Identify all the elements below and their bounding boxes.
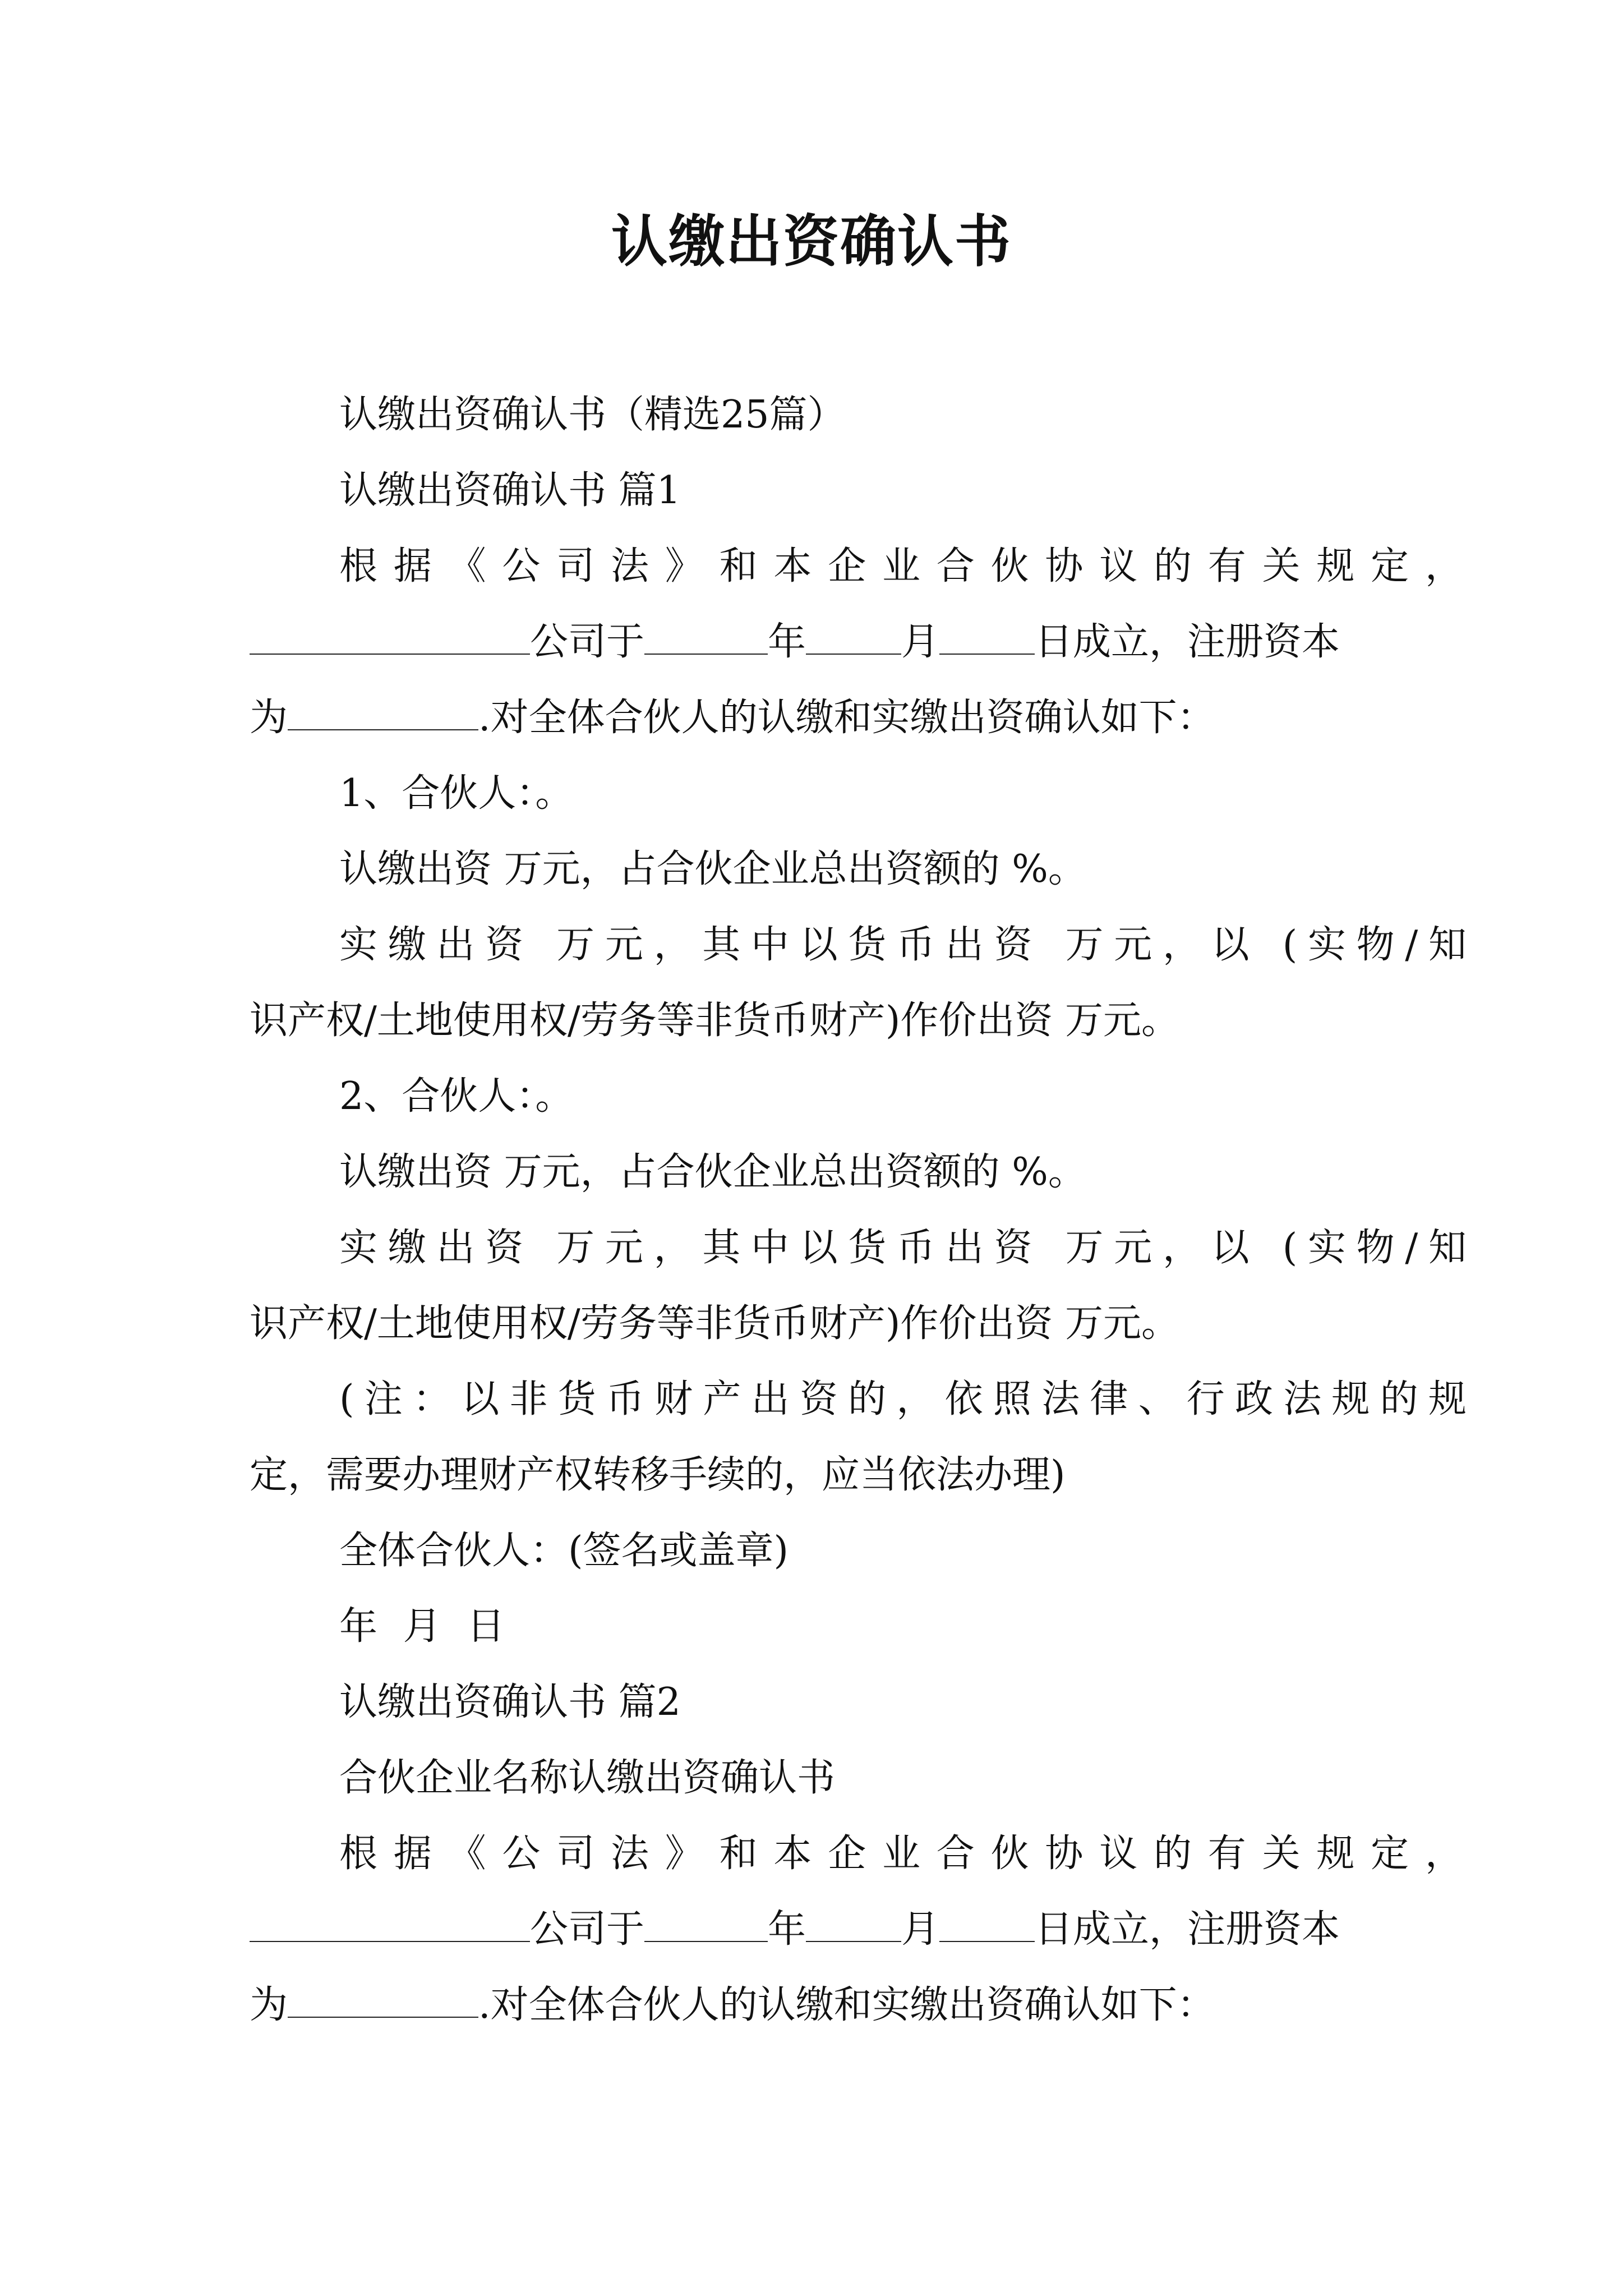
month-blank[interactable] (806, 620, 901, 655)
part1-intro-line3 (250, 690, 1377, 746)
year-label: 年 (768, 620, 806, 664)
capital-suffix: .对全体合伙人的认缴和实缴出资确认如下： (478, 696, 1215, 740)
company-name-blank[interactable] (250, 1907, 530, 1942)
capital-blank[interactable] (288, 1983, 478, 2018)
part2-intro-line3 (250, 1977, 1377, 2033)
part2-name-line: 合伙企业名称认缴出资确认书 (339, 1756, 836, 1800)
capital-prefix: 为 (250, 1983, 288, 2027)
partner1-subscribed: 认缴出资 万元，占合伙企业总出资额的 %。 (339, 847, 1086, 891)
signature-line: 全体合伙人：(签名或盖章) (339, 1529, 789, 1573)
day-label: 日成立，注册资本 (1035, 620, 1340, 664)
partner1-paid-line1: 实缴出资 万元，其中以货币出资 万元，以 (实物/知 (339, 923, 1467, 967)
month-blank[interactable] (806, 1907, 901, 1942)
partner2-label: 2、合伙人：。 (339, 1074, 574, 1119)
company-suffix: 公司于 (530, 1907, 645, 1952)
year-label: 年 (768, 1907, 806, 1952)
year-blank[interactable] (644, 1907, 768, 1942)
day-blank[interactable] (939, 1907, 1035, 1942)
capital-suffix: .对全体合伙人的认缴和实缴出资确认如下： (478, 1983, 1215, 2027)
partner2-paid-line1: 实缴出资 万元，其中以货币出资 万元，以 (实物/知 (339, 1226, 1467, 1270)
day-blank[interactable] (939, 620, 1035, 655)
month-label: 月 (901, 1907, 940, 1952)
year-blank[interactable] (644, 620, 768, 655)
day-label: 日成立，注册资本 (1035, 1907, 1340, 1952)
part1-heading: 认缴出资确认书 篇1 (339, 468, 681, 513)
company-suffix: 公司于 (530, 620, 645, 664)
partner1-paid-line2: 识产权/土地使用权/劳务等非货币财产)作价出资 万元。 (250, 999, 1179, 1043)
document-title: 认缴出资确认书 (611, 208, 1012, 274)
partner1-label: 1、合伙人：。 (339, 771, 574, 816)
part2-intro-line1: 根据《公司法》和本企业合伙协议的有关规定， (339, 1832, 1467, 1876)
part2-heading: 认缴出资确认书 篇2 (339, 1680, 681, 1724)
subtitle: 认缴出资确认书（精选25篇） (339, 393, 846, 437)
partner2-subscribed: 认缴出资 万元，占合伙企业总出资额的 %。 (339, 1150, 1086, 1194)
part1-intro-line1: 根据《公司法》和本企业合伙协议的有关规定， (339, 544, 1467, 588)
note-line2: 定，需要办理财产权转移手续的，应当依法办理) (250, 1453, 1066, 1497)
capital-blank[interactable] (288, 696, 478, 730)
company-name-blank[interactable] (250, 620, 530, 655)
note-line1: (注：以非货币财产出资的，依照法律、行政法规的规 (339, 1377, 1467, 1421)
month-label: 月 (901, 620, 940, 664)
part2-intro-line2 (250, 1902, 1377, 1958)
part1-intro-line2 (250, 614, 1377, 670)
capital-prefix: 为 (250, 696, 288, 740)
date-line: 年 月 日 (339, 1604, 505, 1649)
partner2-paid-line2: 识产权/土地使用权/劳务等非货币财产)作价出资 万元。 (250, 1301, 1179, 1346)
